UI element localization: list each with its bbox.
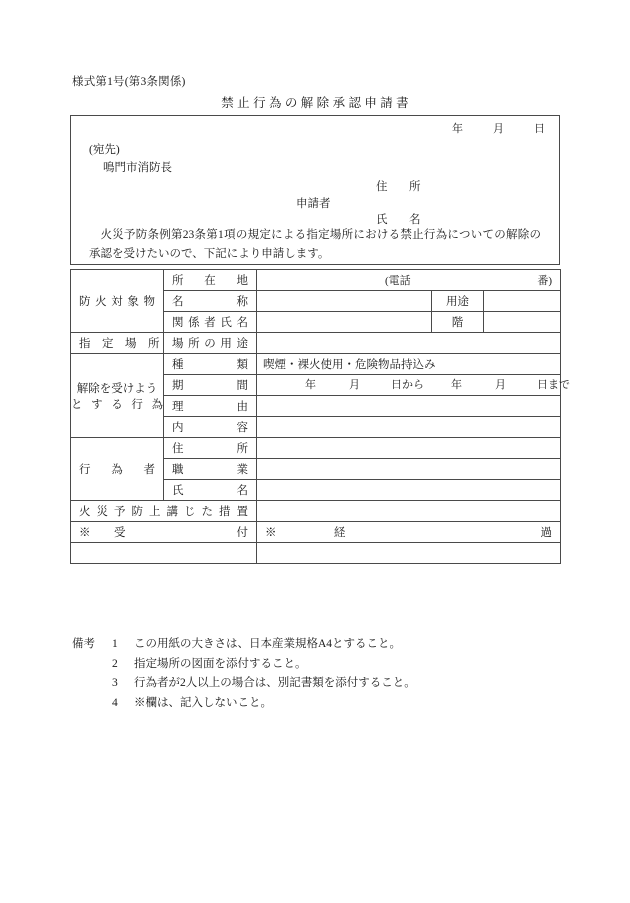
field-meisho[interactable]: [257, 291, 432, 312]
field-riyu[interactable]: [257, 396, 561, 417]
period-start-month-label: 月: [349, 379, 360, 391]
period-end-day-label: 日まで: [537, 379, 570, 391]
field-naiyou[interactable]: [257, 417, 561, 438]
label-shurui: 種 類: [164, 354, 257, 375]
applicant-label: 申請者: [296, 198, 331, 210]
label-kaijo-koui-line2: とする行為: [71, 398, 163, 411]
applicant-address-label: 住 所: [376, 181, 426, 193]
period-end-month-label: 月: [495, 379, 506, 391]
remarks-item: [72, 694, 416, 714]
period-start-day-label: 日から: [391, 379, 424, 391]
remarks-text: この用紙の大きさは、日本産業規格A4とすること。: [134, 638, 402, 650]
remarks-text: 行為者が2人以上の場合は、別記書類を添付すること。: [134, 677, 416, 689]
label-kikan: 期 間: [164, 375, 257, 396]
phone-suffix-label: 番): [537, 275, 553, 287]
label-shokugyou: 職 業: [164, 459, 257, 480]
field-juusho[interactable]: [257, 438, 561, 459]
field-shurui[interactable]: 喫煙・裸火使用・危険物品持込み: [257, 354, 561, 375]
table-row-basho-youto: [71, 333, 561, 354]
remarks-number: 2: [112, 657, 118, 670]
label-kouisha: 行 為 者: [71, 438, 164, 501]
applicant-block: [296, 178, 496, 226]
request-body-text: 火災予防条例第23条第1項の規定による指定場所における禁止行為についての解除の承認を受けたいので、下記により申請します。: [89, 229, 541, 260]
label-shiteibasho: 指 定 場 所: [71, 333, 164, 354]
period-start-year-label: 年: [305, 379, 316, 391]
label-sochi: 火災予防上講じた措置: [71, 501, 257, 522]
label-meisho: 名 称: [164, 291, 257, 312]
remarks-item: [72, 674, 416, 694]
table-row-shurui: [71, 354, 561, 375]
field-kankeisha[interactable]: [257, 312, 432, 333]
label-juusho: 住 所: [164, 438, 257, 459]
remarks-label: 備考: [72, 638, 95, 650]
field-kai[interactable]: [484, 312, 561, 333]
label-kankeisha: 関係者氏名: [164, 312, 257, 333]
applicant-name-label: 氏 名: [376, 214, 426, 226]
label-basho-youto: 場所の用途: [164, 333, 257, 354]
date-day-label: 日: [534, 123, 545, 135]
table-row-shozaichi: [71, 270, 561, 291]
label-uketsuke: ※ 受 付: [71, 522, 257, 543]
table-row-official-headers: [71, 522, 561, 543]
addressee-label: (宛先): [89, 144, 120, 156]
form-number: 様式第1号(第3条関係): [72, 76, 186, 88]
period-end-year-label: 年: [451, 379, 462, 391]
field-keika[interactable]: [257, 543, 561, 564]
label-kaijo-koui: [71, 354, 164, 438]
field-shozaichi[interactable]: [257, 270, 561, 291]
remarks-text: ※欄は、記入しないこと。: [134, 696, 272, 709]
label-kaijo-koui-line1: 解除を受けよう: [76, 382, 158, 395]
date-month-label: 月: [493, 123, 504, 135]
label-youto: 用途: [432, 291, 484, 312]
remarks-number: 3: [112, 677, 118, 689]
label-naiyou: 内 容: [164, 417, 257, 438]
remarks-section: [72, 635, 416, 713]
table-row-official-blanks: [71, 543, 561, 564]
remarks-item: [72, 635, 416, 655]
field-youto[interactable]: [484, 291, 561, 312]
field-shimei[interactable]: [257, 480, 561, 501]
remarks-item: [72, 655, 416, 675]
date-line: [452, 120, 545, 136]
field-shokugyou[interactable]: [257, 459, 561, 480]
label-bokataisyobutsu: 防火対象物: [71, 270, 164, 333]
label-riyu: 理 由: [164, 396, 257, 417]
field-uketsuke[interactable]: [71, 543, 257, 564]
field-sochi[interactable]: [257, 501, 561, 522]
remarks-number: 4: [112, 696, 118, 709]
label-shimei: 氏 名: [164, 480, 257, 501]
label-kai: 階: [432, 312, 484, 333]
header-box: [70, 115, 560, 265]
field-basho-youto[interactable]: [257, 333, 561, 354]
page-title: 禁止行為の解除承認申請書: [221, 96, 413, 110]
period-date-line: [257, 375, 570, 396]
phone-label: (電話: [385, 275, 411, 287]
field-kikan[interactable]: [257, 375, 570, 396]
application-table: [70, 269, 570, 564]
label-shozaichi: 所 在 地: [164, 270, 257, 291]
remarks-text: 指定場所の図面を添付すること。: [134, 657, 307, 670]
date-year-label: 年: [452, 123, 463, 135]
table-row-sochi: [71, 501, 561, 522]
table-row-kouisha-juusho: [71, 438, 561, 459]
addressee-name: 鳴門市消防長: [103, 162, 172, 174]
label-keika: ※ 経 過: [257, 522, 561, 543]
remarks-number: 1: [112, 638, 118, 650]
